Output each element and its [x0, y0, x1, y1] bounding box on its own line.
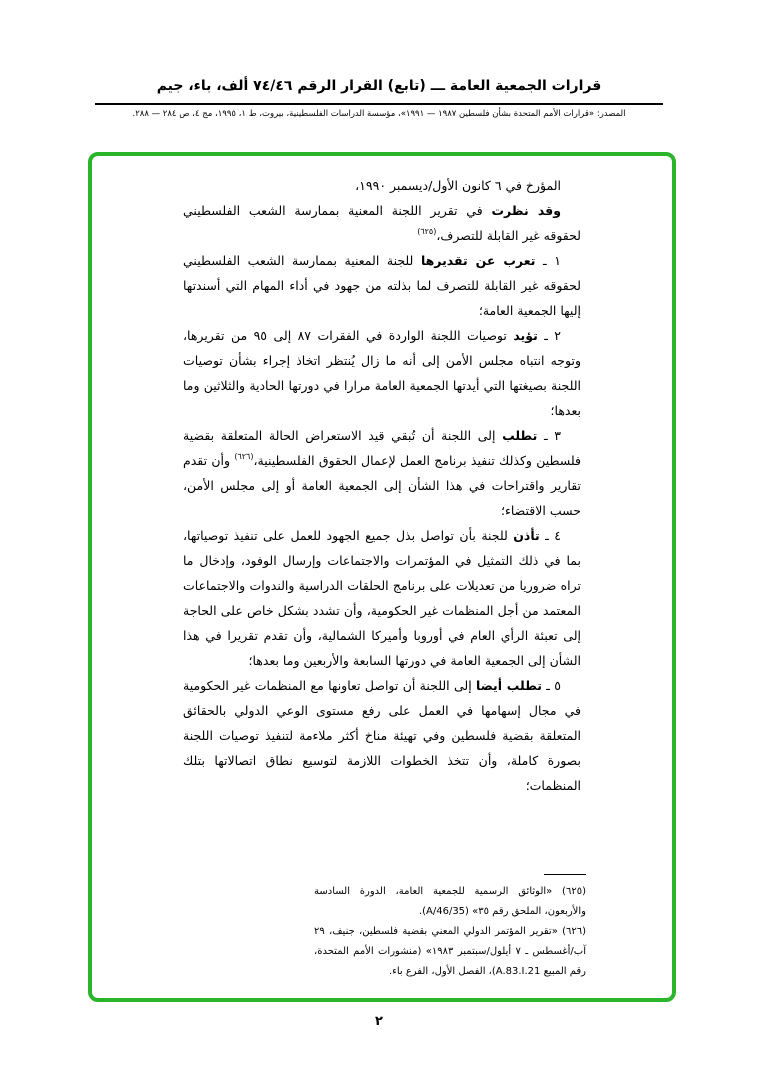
text-run: ٢ ـ: [537, 328, 562, 343]
page-number: ٢: [375, 1014, 383, 1029]
text-run: ٤ ـ: [539, 528, 562, 543]
operative-verb: تعرب عن تقديرها: [420, 253, 536, 268]
body-paragraphs: [183, 173, 581, 798]
text-run: في تقرير اللجنة المعنية بممارسة الشعب الفلسطيني لحقوقه غير القابلة للتصرف،: [183, 203, 581, 243]
body-paragraph: [183, 323, 581, 423]
resolution-text: [183, 173, 581, 798]
text-run: ٥ ـ: [541, 678, 562, 693]
text-run: إلى اللجنة أن تُبقي قيد الاستعراض الحالة المتعلقة بقضية فلسطين وكذلك تنفيذ برنامج العمل لإعمال الحقوق الفلسطينية،: [183, 428, 581, 468]
footnote-ref: (٦٢٥): [417, 227, 437, 236]
text-run: توصيات اللجنة الواردة في الفقرات ٨٧ إلى ٩٥ من تقريرها، وتوجه انتباه مجلس الأمن إلى أنه ما زال يُنتظر اتخاذ إجراء بشأن توصيات اللجنة بصيغتها التي أيدتها الجمعية العامة مرارا في دورتها الحادية والثلاثين وما بعدها؛: [183, 328, 581, 418]
text-run: للجنة بأن تواصل بذل جميع الجهود للعمل على تنفيذ توصياتها، بما في ذلك التمثيل في المؤتمرات والاجتماعات وإرسال الوفود، وإدخال ما تراه ضروريا من تعديلات على برنامج الحلقات الدراسية والندوات والاجتماعات المعتمد من أجل المنظمات غير الحكومية، وأن تشدد بشكل خاص على الحاجة إلى تعبئة الرأي العام في أوروبا وأميركا الشمالية، وأن تقدم تقريرا في هذا الشأن إلى الجمعية العامة في دورتها السابعة والأربعين وما بعدها؛: [183, 528, 581, 668]
footnote: (٦٢٦) «تقرير المؤتمر الدولي المعني بقضية فلسطين، جنيف، ٢٩ آب/أغسطس ـ ٧ أيلول/سبتمبر ١٩٨٣» (منشورات الأمم المتحدة، رقم المبيع ‎A.83.I.21‎)، الفصل الأول، الفرع باء.: [314, 926, 586, 977]
operative-verb: تطلب: [502, 428, 538, 443]
text-run: إلى اللجنة أن تواصل تعاونها مع المنظمات غير الحكومية في مجال إسهامها في العمل على رفع مستوى الوعي الدولي بالحقائق المتعلقة بقضية فلسطين وفي تهيئة مناخ أكثر ملاءمة لتنفيذ توصيات اللجنة بصورة كاملة، وأن تتخذ الخطوات اللازمة لتوسيع نطاق اتصالاتها بتلك المنظمات؛: [183, 678, 581, 793]
operative-verb: تؤيد: [513, 328, 538, 343]
body-paragraph: [183, 173, 581, 198]
body-paragraph: [183, 673, 581, 798]
operative-verb: وقد نظرت: [491, 203, 561, 218]
operative-verb: تطلب أيضا: [476, 678, 542, 693]
body-paragraph: [183, 198, 581, 248]
text-run: ١ ـ: [535, 253, 561, 268]
body-paragraph: [183, 523, 581, 673]
footnotes-list: [314, 882, 586, 982]
document-frame: [88, 152, 676, 1002]
body-paragraph: [183, 423, 581, 523]
body-paragraph: [183, 248, 581, 323]
footnotes-section: [314, 874, 586, 982]
source-line: المصدر: «قرارات الأمم المتحدة بشأن فلسطين ١٩٨٧ — ١٩٩١»، مؤسسة الدراسات الفلسطينية، بيروت، ط ١، ١٩٩٥، مج ٤، ص ٢٨٤ — ٢٨٨.: [132, 109, 626, 119]
text-run: ٣ ـ: [537, 428, 561, 443]
footnote: (٦٢٥) «الوثائق الرسمية للجمعية العامة، الدورة السادسة والأربعون، الملحق رقم ٣٥» ‎(A/46/35)‎.: [314, 886, 586, 917]
footnote-separator: [544, 874, 586, 875]
header-rule: [95, 103, 663, 105]
page-title: قرارات الجمعية العامة ـــ (تابع) القرار الرقم ٧٤/٤٦ ألف، باء، جيم: [156, 78, 602, 94]
text-run: وأن تقدم تقارير واقتراحات في هذا الشأن إلى الجمعية العامة أو إلى مجلس الأمن، حسب الاقتضاء؛: [183, 453, 581, 518]
footnote-ref: (٦٢٦): [234, 452, 254, 461]
text-run: للجنة المعنية بممارسة الشعب الفلسطيني لحقوقه غير القابلة للتصرف لما بذلته من جهود في أداء المهام التي أسندتها إليها الجمعية العامة؛: [183, 253, 581, 318]
operative-verb: تأذن: [513, 528, 540, 543]
text-run: المؤرخ في ٦ كانون الأول/ديسمبر ١٩٩٠،: [355, 178, 561, 193]
